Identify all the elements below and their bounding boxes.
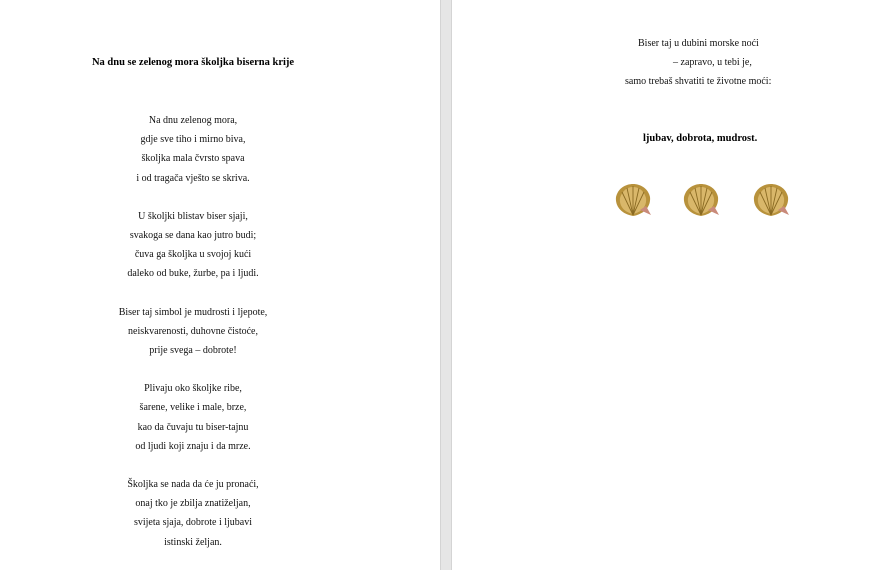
- poem-stanza: [0, 207, 386, 284]
- poem-line: šarene, velike i male, brze,: [139, 402, 247, 414]
- poem-line: kao da čuvaju tu biser-tajnu: [137, 421, 249, 433]
- shell-decoration: [613, 182, 803, 220]
- poem-line: od ljudi koji znaju i da mrze.: [135, 440, 251, 452]
- poem-line: Školjka se nada da će ju pronaći,: [127, 479, 259, 491]
- poem-line: gdje sve tiho i mirno biva,: [140, 134, 246, 146]
- right-line-2: – zapravo, u tebi je,: [673, 57, 752, 68]
- poem-stanza: [0, 475, 386, 552]
- poem-line: neiskvarenosti, duhovne čistoće,: [128, 325, 258, 337]
- poem-title: Na dnu se zelenog mora školjka biserna krije: [91, 57, 295, 68]
- poem-line: svakoga se dana kao jutro budi;: [129, 230, 257, 242]
- poem-body: [0, 111, 386, 570]
- poem-line: daleko od buke, žurbe, pa i ljudi.: [127, 268, 259, 280]
- moral-line: ljubav, dobrota, mudrost.: [643, 133, 758, 144]
- poem-line: školjka mala čvrsto spava: [141, 153, 245, 165]
- page-right: [453, 0, 886, 570]
- poem-stanza: [0, 379, 386, 456]
- poem-line: istinski željan.: [164, 536, 222, 548]
- poem-stanza: [0, 111, 386, 188]
- page-left: [0, 0, 440, 570]
- poem-line: i od tragača vješto se skriva.: [136, 172, 250, 184]
- poem-stanza: [0, 303, 386, 361]
- right-line-3: samo trebaš shvatiti te životne moći:: [625, 76, 772, 87]
- scallop-shell-icon: [613, 182, 653, 218]
- poem-line: Biser taj simbol je mudrosti i ljepote,: [118, 306, 268, 318]
- poem-line: čuva ga školjka u svojoj kući: [134, 249, 252, 261]
- right-line-1: Biser taj u dubini morske noći: [638, 38, 759, 49]
- poem-line: Na dnu zelenog mora,: [148, 115, 238, 126]
- poem-line: U školjki blistav biser sjaji,: [138, 210, 248, 222]
- scallop-shell-icon: [681, 182, 721, 218]
- poem-line: Plivaju oko školjke ribe,: [144, 383, 242, 395]
- poem-line: prije svega – dobrote!: [149, 345, 237, 357]
- poem-line: onaj tko je zbilja znatiželjan,: [135, 498, 251, 510]
- scallop-shell-icon: [751, 182, 791, 218]
- page-gutter: [440, 0, 452, 570]
- poem-line: svijeta sjaja, dobrote i ljubavi: [133, 517, 253, 529]
